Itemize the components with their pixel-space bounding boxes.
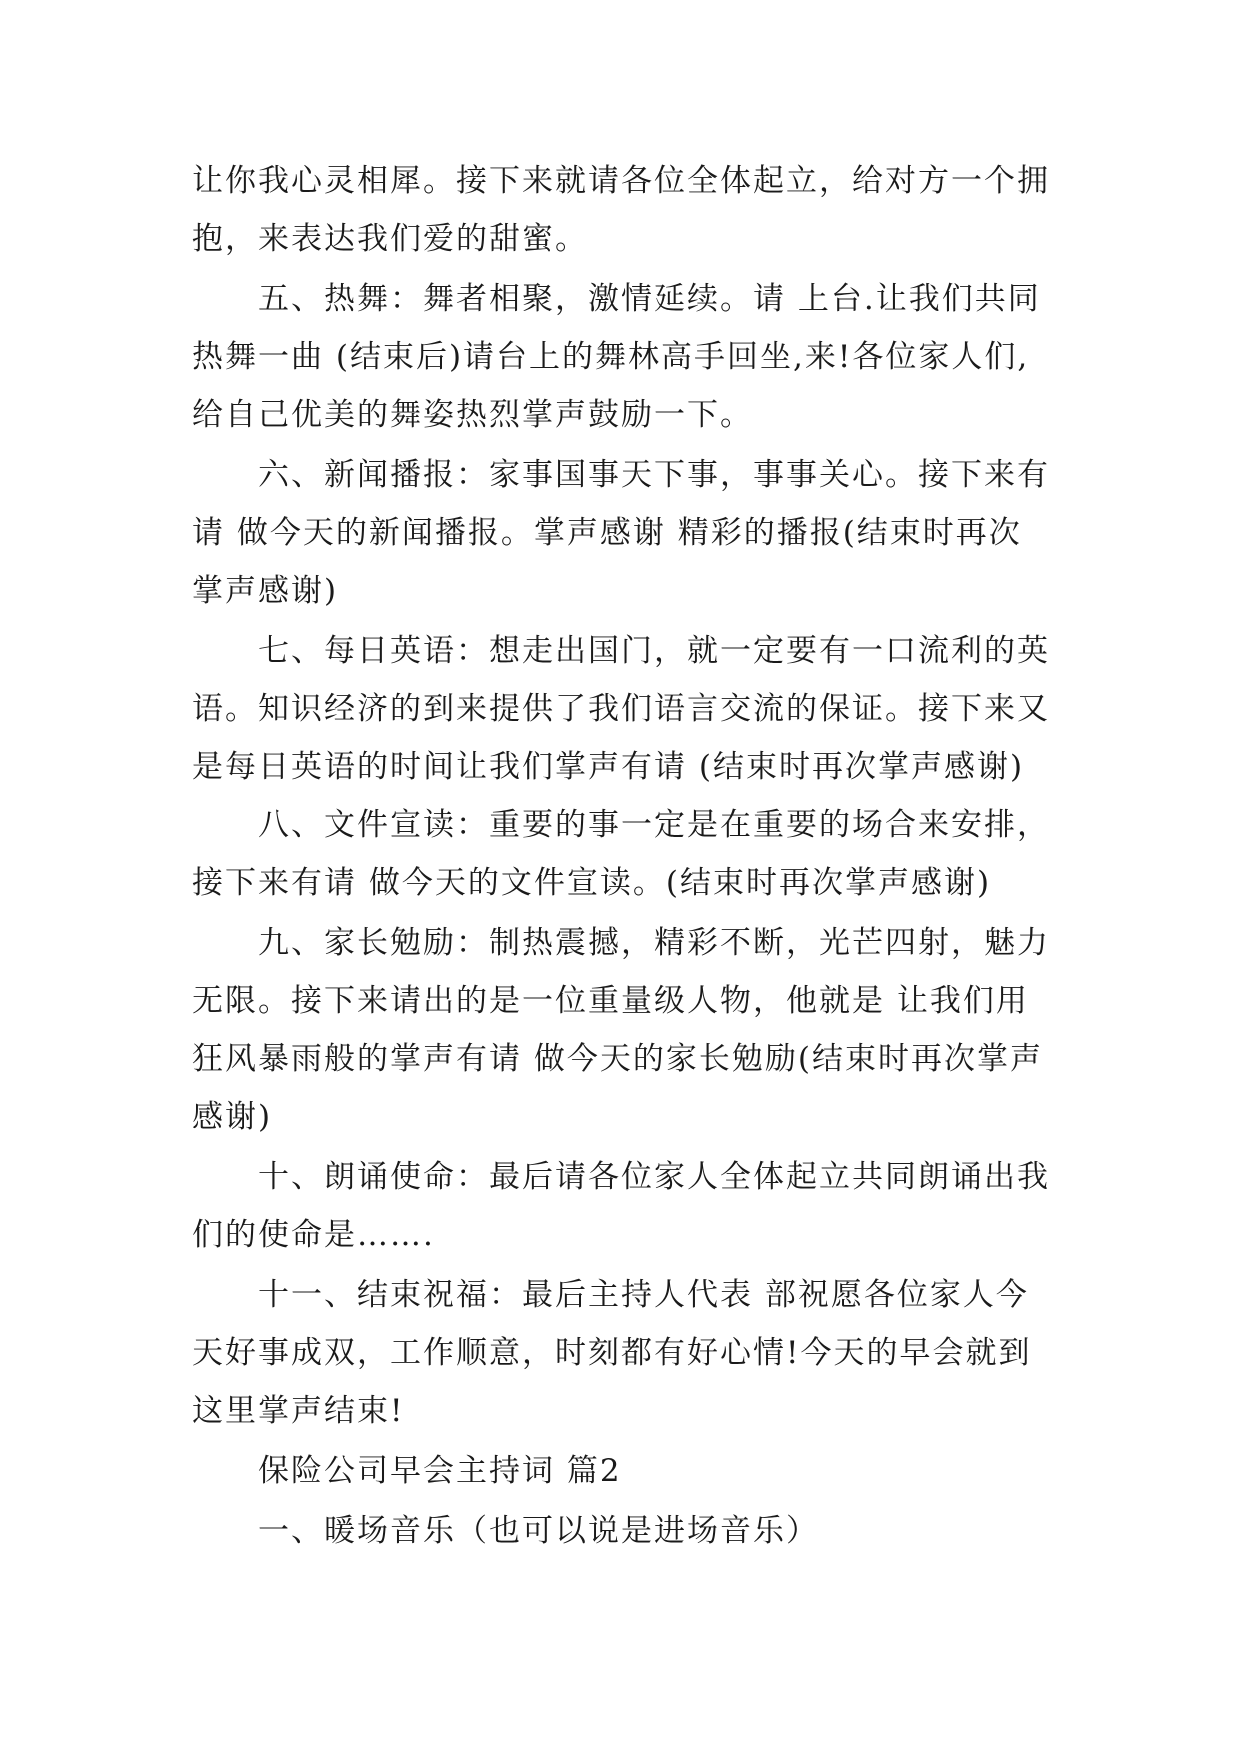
text-line: 让你我心灵相犀。接下来就请各位全体起立，给对方一个拥 xyxy=(192,163,1050,199)
text-line: 感谢) xyxy=(192,1099,273,1135)
text-line: 给自己优美的舞姿热烈掌声鼓励一下。 xyxy=(192,397,753,433)
text-line: 天好事成双，工作顺意，时刻都有好心情!今天的早会就到 xyxy=(192,1335,1032,1371)
text-line: 九、家长勉励：制热震撼，精彩不断，光芒四射，魅力 xyxy=(192,925,1050,961)
text-line: 们的使命是……. xyxy=(192,1217,435,1253)
text-line: 这里掌声结束! xyxy=(192,1393,405,1429)
text-line: 八、文件宣读：重要的事一定是在重要的场合来安排， xyxy=(192,807,1050,843)
text-line: 抱，来表达我们爱的甜蜜。 xyxy=(192,221,588,257)
text-line: 语。知识经济的到来提供了我们语言交流的保证。接下来又 xyxy=(192,691,1050,727)
text-line: 接下来有请 做今天的文件宣读。(结束时再次掌声感谢) xyxy=(192,865,992,901)
text-line: 一、暖场音乐（也可以说是进场音乐） xyxy=(192,1513,819,1549)
text-line: 七、每日英语：想走出国门，就一定要有一口流利的英 xyxy=(192,633,1050,669)
text-line: 无限。接下来请出的是一位重量级人物，他就是 让我们用 xyxy=(192,983,1029,1019)
text-line: 请 做今天的新闻播报。掌声感谢 精彩的播报(结束时再次 xyxy=(192,515,1022,551)
text-line: 十、朗诵使命：最后请各位家人全体起立共同朗诵出我 xyxy=(192,1159,1050,1195)
text-line: 掌声感谢) xyxy=(192,573,339,609)
text-line: 是每日英语的时间让我们掌声有请 (结束时再次掌声感谢) xyxy=(192,749,1025,785)
document-body xyxy=(192,152,1062,1560)
text-line: 五、热舞：舞者相聚，激情延续。请 上台.让我们共同 xyxy=(192,281,1041,317)
text-line: 狂风暴雨般的掌声有请 做今天的家长勉励(结束时再次掌声 xyxy=(192,1041,1043,1077)
text-line: 热舞一曲 (结束后)请台上的舞林高手回坐,来!各位家人们, xyxy=(192,339,1030,375)
text-line: 六、新闻播报：家事国事天下事，事事关心。接下来有 xyxy=(192,457,1050,493)
text-line: 十一、结束祝福：最后主持人代表 部祝愿各位家人今 xyxy=(192,1277,1029,1313)
section-heading: 保险公司早会主持词 篇2 xyxy=(192,1453,622,1489)
